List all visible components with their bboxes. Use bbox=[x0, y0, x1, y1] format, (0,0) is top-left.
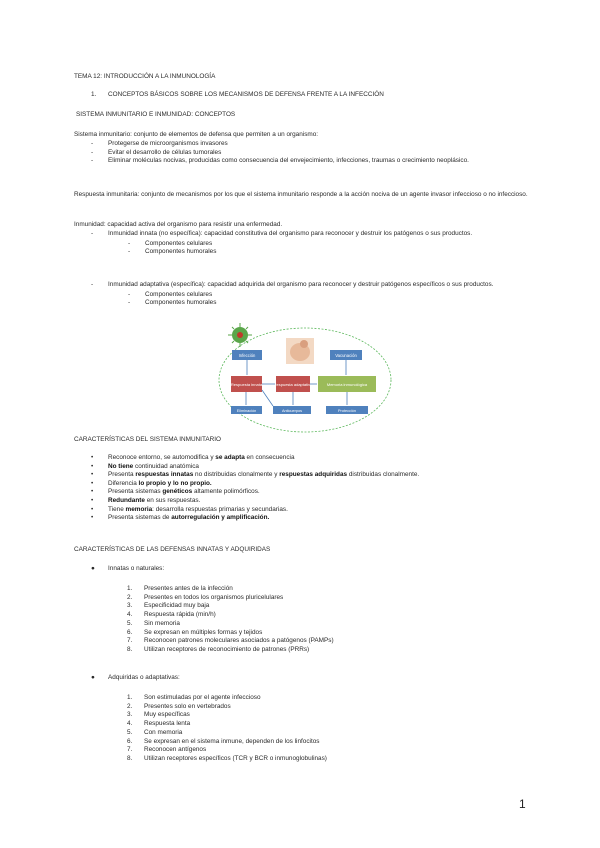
adaptive-response-label: Respuesta adaptativa bbox=[273, 382, 313, 387]
list-item: 8. Utilizan receptores de reconocimiento de patrones (PRRs) bbox=[127, 645, 310, 653]
caracteristicas-list bbox=[91, 454, 531, 523]
list-item: - Componentes humorales bbox=[128, 248, 217, 256]
list-item: 7. Reconocen patrones moleculares asociados a patógenos (PAMPs) bbox=[127, 637, 334, 645]
memory-label: Memoria inmunológica bbox=[326, 382, 368, 387]
subtitle: SISTEMA INMUNITARIO E INMUNIDAD: CONCEPTOS bbox=[76, 111, 236, 118]
list-item: 1. Son estimuladas por el agente infeccioso bbox=[127, 694, 261, 701]
list-item: 5. Sin memoria bbox=[127, 619, 180, 627]
innate-response-label: Respuesta innata bbox=[230, 382, 263, 387]
vaccination-photo bbox=[286, 338, 314, 364]
immune-response-diagram bbox=[218, 322, 392, 434]
caracteristicas-title: CARACTERÍSTICAS DEL SISTEMA INMUNITARIO bbox=[74, 436, 222, 443]
list-item: 2. Presentes en todos los organismos pluricelulares bbox=[127, 593, 284, 601]
antibodies-label: Anticuerpos bbox=[281, 409, 303, 413]
list-item: 7. Reconocen antígenos bbox=[127, 746, 207, 754]
list-item: • Presenta respuestas innatas no distribuidas clonalmente y respuestas adquiridas distribuidas clonalmente. bbox=[91, 471, 420, 479]
list-item: - Protegerse de microorganismos invasores bbox=[91, 140, 228, 147]
infection-label: Infección bbox=[238, 353, 256, 358]
list-item: - Evitar el desarrollo de células tumorales bbox=[91, 148, 222, 156]
list-item: 5. Con memoria bbox=[127, 728, 183, 736]
list-item: 6. Se expresan en múltiples formas y tejidos bbox=[127, 628, 263, 636]
list-item: 3. Muy específicas bbox=[127, 711, 190, 719]
innatas-label: ● Innatas o naturales: bbox=[91, 565, 165, 572]
list-item: - Componentes celulares bbox=[128, 290, 213, 298]
defensas-title: CARACTERÍSTICAS DE LAS DEFENSAS INNATAS Y ADQUIRIDAS bbox=[74, 546, 271, 553]
list-item: • Redundante en sus respuestas. bbox=[91, 496, 201, 504]
vaccination-label: Vacunación bbox=[335, 353, 357, 358]
list-item: - Componentes celulares bbox=[128, 239, 213, 247]
virus-icon bbox=[228, 323, 252, 347]
list-item: • No tiene continuidad anatómica bbox=[91, 462, 199, 470]
adquiridas-label: ● Adquiridas o adaptativas: bbox=[91, 674, 180, 681]
list-item: 4. Respuesta lenta bbox=[127, 720, 191, 728]
list-item: 6. Se expresan en el sistema inmune, dependen de los linfocitos bbox=[127, 737, 320, 745]
sistema-intro: Sistema inmunitario: conjunto de elementos de defensa que permiten a un organismo: bbox=[74, 131, 319, 138]
elimination-label: Eliminación bbox=[236, 409, 257, 413]
page-title: TEMA 12: INTRODUCCIÓN A LA INMUNOLOGÍA bbox=[74, 73, 216, 80]
list-item: 2. Presentes solo en vertebrados bbox=[127, 702, 231, 710]
respuesta-paragraph: Respuesta inmunitaria: conjunto de mecanismos por los que el sistema inmunitario responde a la acción nociva de un agente invasor infeccioso o no infeccioso. bbox=[74, 191, 528, 198]
section-title: CONCEPTOS BÁSICOS SOBRE LOS MECANISMOS DE DEFENSA FRENTE A LA INFECCIÓN bbox=[108, 91, 384, 98]
adquiridas-list bbox=[127, 694, 527, 764]
list-item: - Componentes humorales bbox=[128, 299, 217, 307]
list-item: - Eliminar moléculas nocivas, producidas como consecuencia del envejecimiento, infecciones, traumas o crecimiento neoplásico. bbox=[91, 157, 469, 165]
protection-label: Protección bbox=[338, 409, 356, 413]
list-item: • Diferencia lo propio y lo no propio. bbox=[91, 479, 212, 487]
list-item: 3. Especificidad muy baja bbox=[127, 602, 210, 610]
list-item: • Tiene memoria: desarrolla respuestas primarias y secundarias. bbox=[91, 505, 288, 513]
inmunidad-intro: Inmunidad: capacidad activa del organismo para resistir una enfermedad. bbox=[74, 221, 283, 228]
list-item: 1. Presentes antes de la infección bbox=[127, 585, 233, 592]
page-number: 1 bbox=[519, 797, 526, 811]
list-item: • Presenta sistemas genéticos altamente polimórficos. bbox=[91, 488, 260, 496]
list-item: • Presenta sistemas de autorregulación y amplificación. bbox=[91, 514, 270, 522]
list-item: • Reconoce entorno, se automodifica y se adapta en consecuencia bbox=[91, 454, 295, 461]
sistema-list bbox=[91, 140, 531, 166]
innata-item: - Inmunidad innata (no específica): capacidad constitutiva del organismo para reconocer y destruir los patógenos o sus productos. - Componentes celulares - Componentes humorales bbox=[91, 230, 528, 257]
list-item: 4. Respuesta rápida (min/h) bbox=[127, 611, 216, 619]
section-number: 1. bbox=[91, 91, 97, 98]
list-item: 8. Utilizan receptores específicos (TCR y BCR o inmunoglobulinas) bbox=[127, 754, 327, 762]
adaptativa-item: - Inmunidad adaptativa (específica): capacidad adquirida del organismo para reconocer y destruir patógenos específicos o sus productos. - Componentes celulares - Componentes humorales bbox=[91, 281, 528, 308]
innatas-list bbox=[127, 585, 527, 655]
